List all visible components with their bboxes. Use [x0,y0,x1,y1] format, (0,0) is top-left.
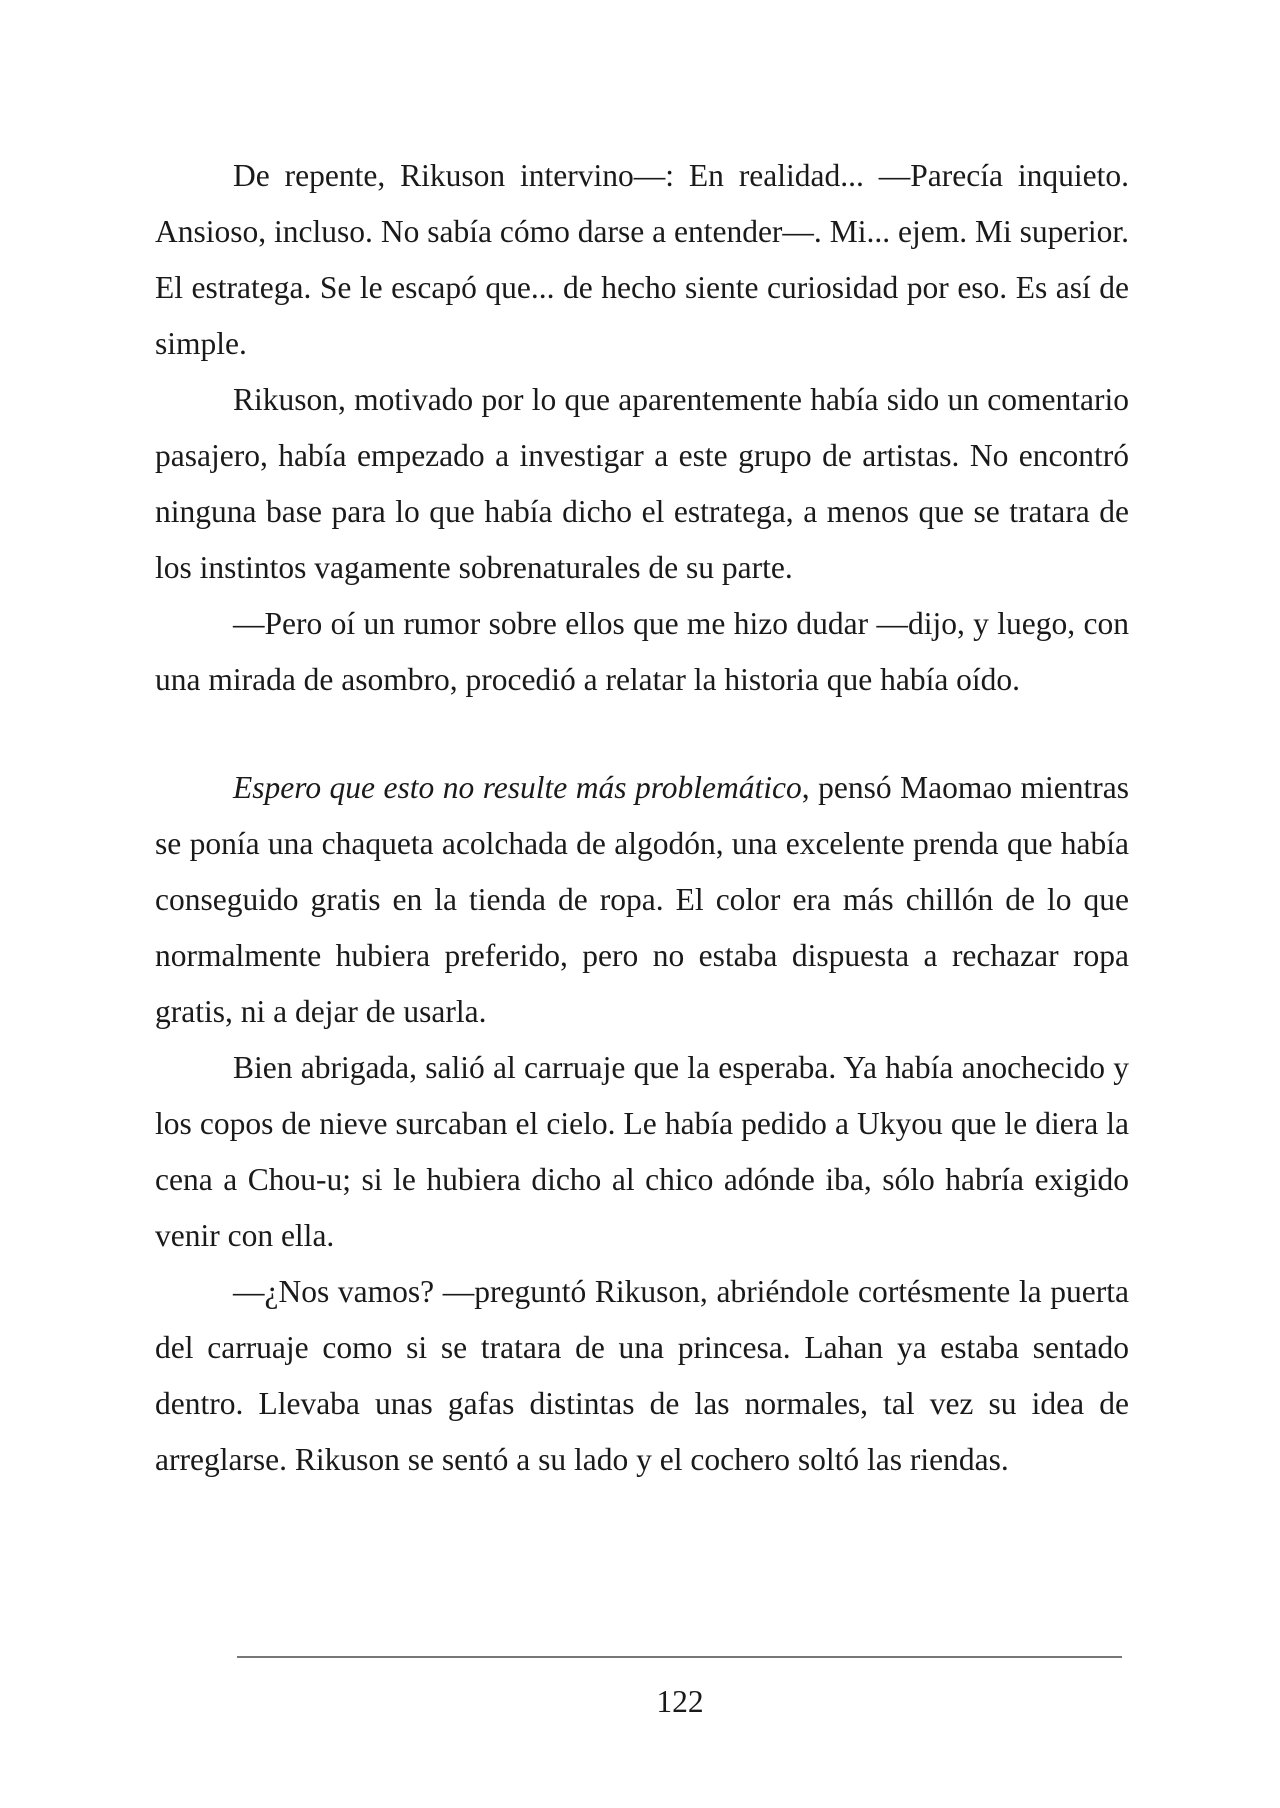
paragraph: —¿Nos vamos? —preguntó Rikuson, abriéndole cortésmente la puerta del carruaje como si se tratara de una princesa. Lahan ya estaba sentado dentro. Llevaba unas gafas distintas de las normales, tal vez su idea de arreglarse. Rikuson se sentó a su lado y el cochero soltó las riendas. [155,1274,1129,1477]
footer-divider [237,1656,1122,1658]
paragraph: De repente, Rikuson intervino—: En realidad... —Parecía inquieto. Ansioso, incluso. No sabía cómo darse a entender—. Mi... ejem. Mi superior. El estratega. Se le escapó que... de hecho siente curiosidad por eso. Es así de simple. [155,158,1129,361]
page-number: 122 [656,1684,704,1719]
paragraph: Rikuson, motivado por lo que aparentemente había sido un comentario pasajero, había empezado a investigar a este grupo de artistas. No encontró ninguna base para lo que había dicho el estratega, a menos que se tratara de los instintos vagamente sobrenaturales de su parte. [155,382,1129,585]
paragraph: —Pero oí un rumor sobre ellos que me hizo dudar —dijo, y luego, con una mirada de asombro, procedió a relatar la historia que había oído. [155,606,1129,697]
paragraph-text: , pensó Maomao mientras se ponía una chaqueta acolchada de algodón, una excelente prenda que había conseguido gratis en la tienda de ropa. El color era más chillón de lo que normalmente hubiera preferido, pero no estaba dispuesta a rechazar ropa gratis, ni a dejar de usarla. [155,770,1129,1029]
italic-thought: Espero que esto no resulte más problemático [233,770,802,805]
paragraph: Bien abrigada, salió al carruaje que la esperaba. Ya había anochecido y los copos de nieve surcaban el cielo. Le había pedido a Ukyou que le diera la cena a Chou-u; si le hubiera dicho al chico adónde iba, sólo habría exigido venir con ella. [155,1050,1129,1253]
paragraph [155,760,1129,1040]
text-section-one [155,148,1129,708]
text-section-two [155,760,1129,1488]
